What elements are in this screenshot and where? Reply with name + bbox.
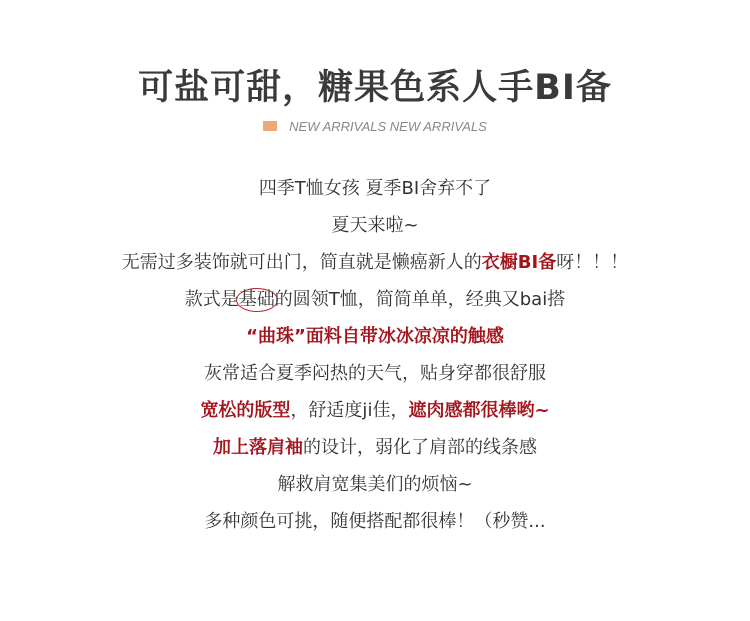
text-line-4-before: 款式是 (184, 289, 239, 310)
text-line-4 (0, 281, 750, 318)
text-line-8-after: 的设计，弱化了肩部的线条感 (303, 437, 537, 458)
text-line-9-content: 解救肩宽集美们的烦恼~ (277, 474, 473, 495)
text-line-6 (0, 355, 750, 392)
text-line-7-highlight-2: 遮肉感都很棒哟~ (408, 400, 550, 421)
text-line-5 (0, 318, 750, 355)
description-block (0, 170, 750, 540)
text-line-1-content: 四季T恤女孩 夏季BI舍弃不了 (258, 178, 492, 199)
text-line-7-highlight-1: 宽松的版型 (200, 400, 291, 421)
subtitle-text: NEW ARRIVALS NEW ARRIVALS (289, 118, 487, 134)
text-line-5-highlight: “曲珠”面料自带冰冰凉凉的触感 (246, 326, 504, 347)
text-line-1 (0, 170, 750, 207)
text-line-2 (0, 207, 750, 244)
page-title: 可盐可甜，糖果色系人手BI备 (138, 68, 612, 108)
accent-square-icon (263, 121, 277, 131)
text-line-7 (0, 392, 750, 429)
text-line-7-middle: ，舒适度ji佳， (290, 400, 409, 421)
subtitle-row (0, 117, 750, 135)
text-line-3 (0, 244, 750, 281)
text-line-2-content: 夏天来啦~ (331, 215, 419, 236)
text-line-10 (0, 503, 750, 540)
text-line-3-highlight: 衣橱BI备 (481, 252, 557, 273)
text-line-9 (0, 466, 750, 503)
text-line-3-after: 呀！！！ (556, 252, 629, 273)
text-line-8-highlight: 加上落肩袖 (213, 437, 303, 458)
text-line-6-content: 灰常适合夏季闷热的天气，贴身穿都很舒服 (204, 363, 546, 384)
text-line-3-before: 无需过多装饰就可出门，简直就是懒癌新人的 (121, 252, 482, 273)
text-line-4-after: 的圆领T恤，简简单单，经典又bai搭 (274, 289, 566, 310)
text-line-10-content: 多种颜色可挑，随便搭配都很棒！（秒赞... (204, 511, 546, 532)
text-line-4-circled: 基础 (236, 288, 278, 312)
text-line-8 (0, 429, 750, 466)
